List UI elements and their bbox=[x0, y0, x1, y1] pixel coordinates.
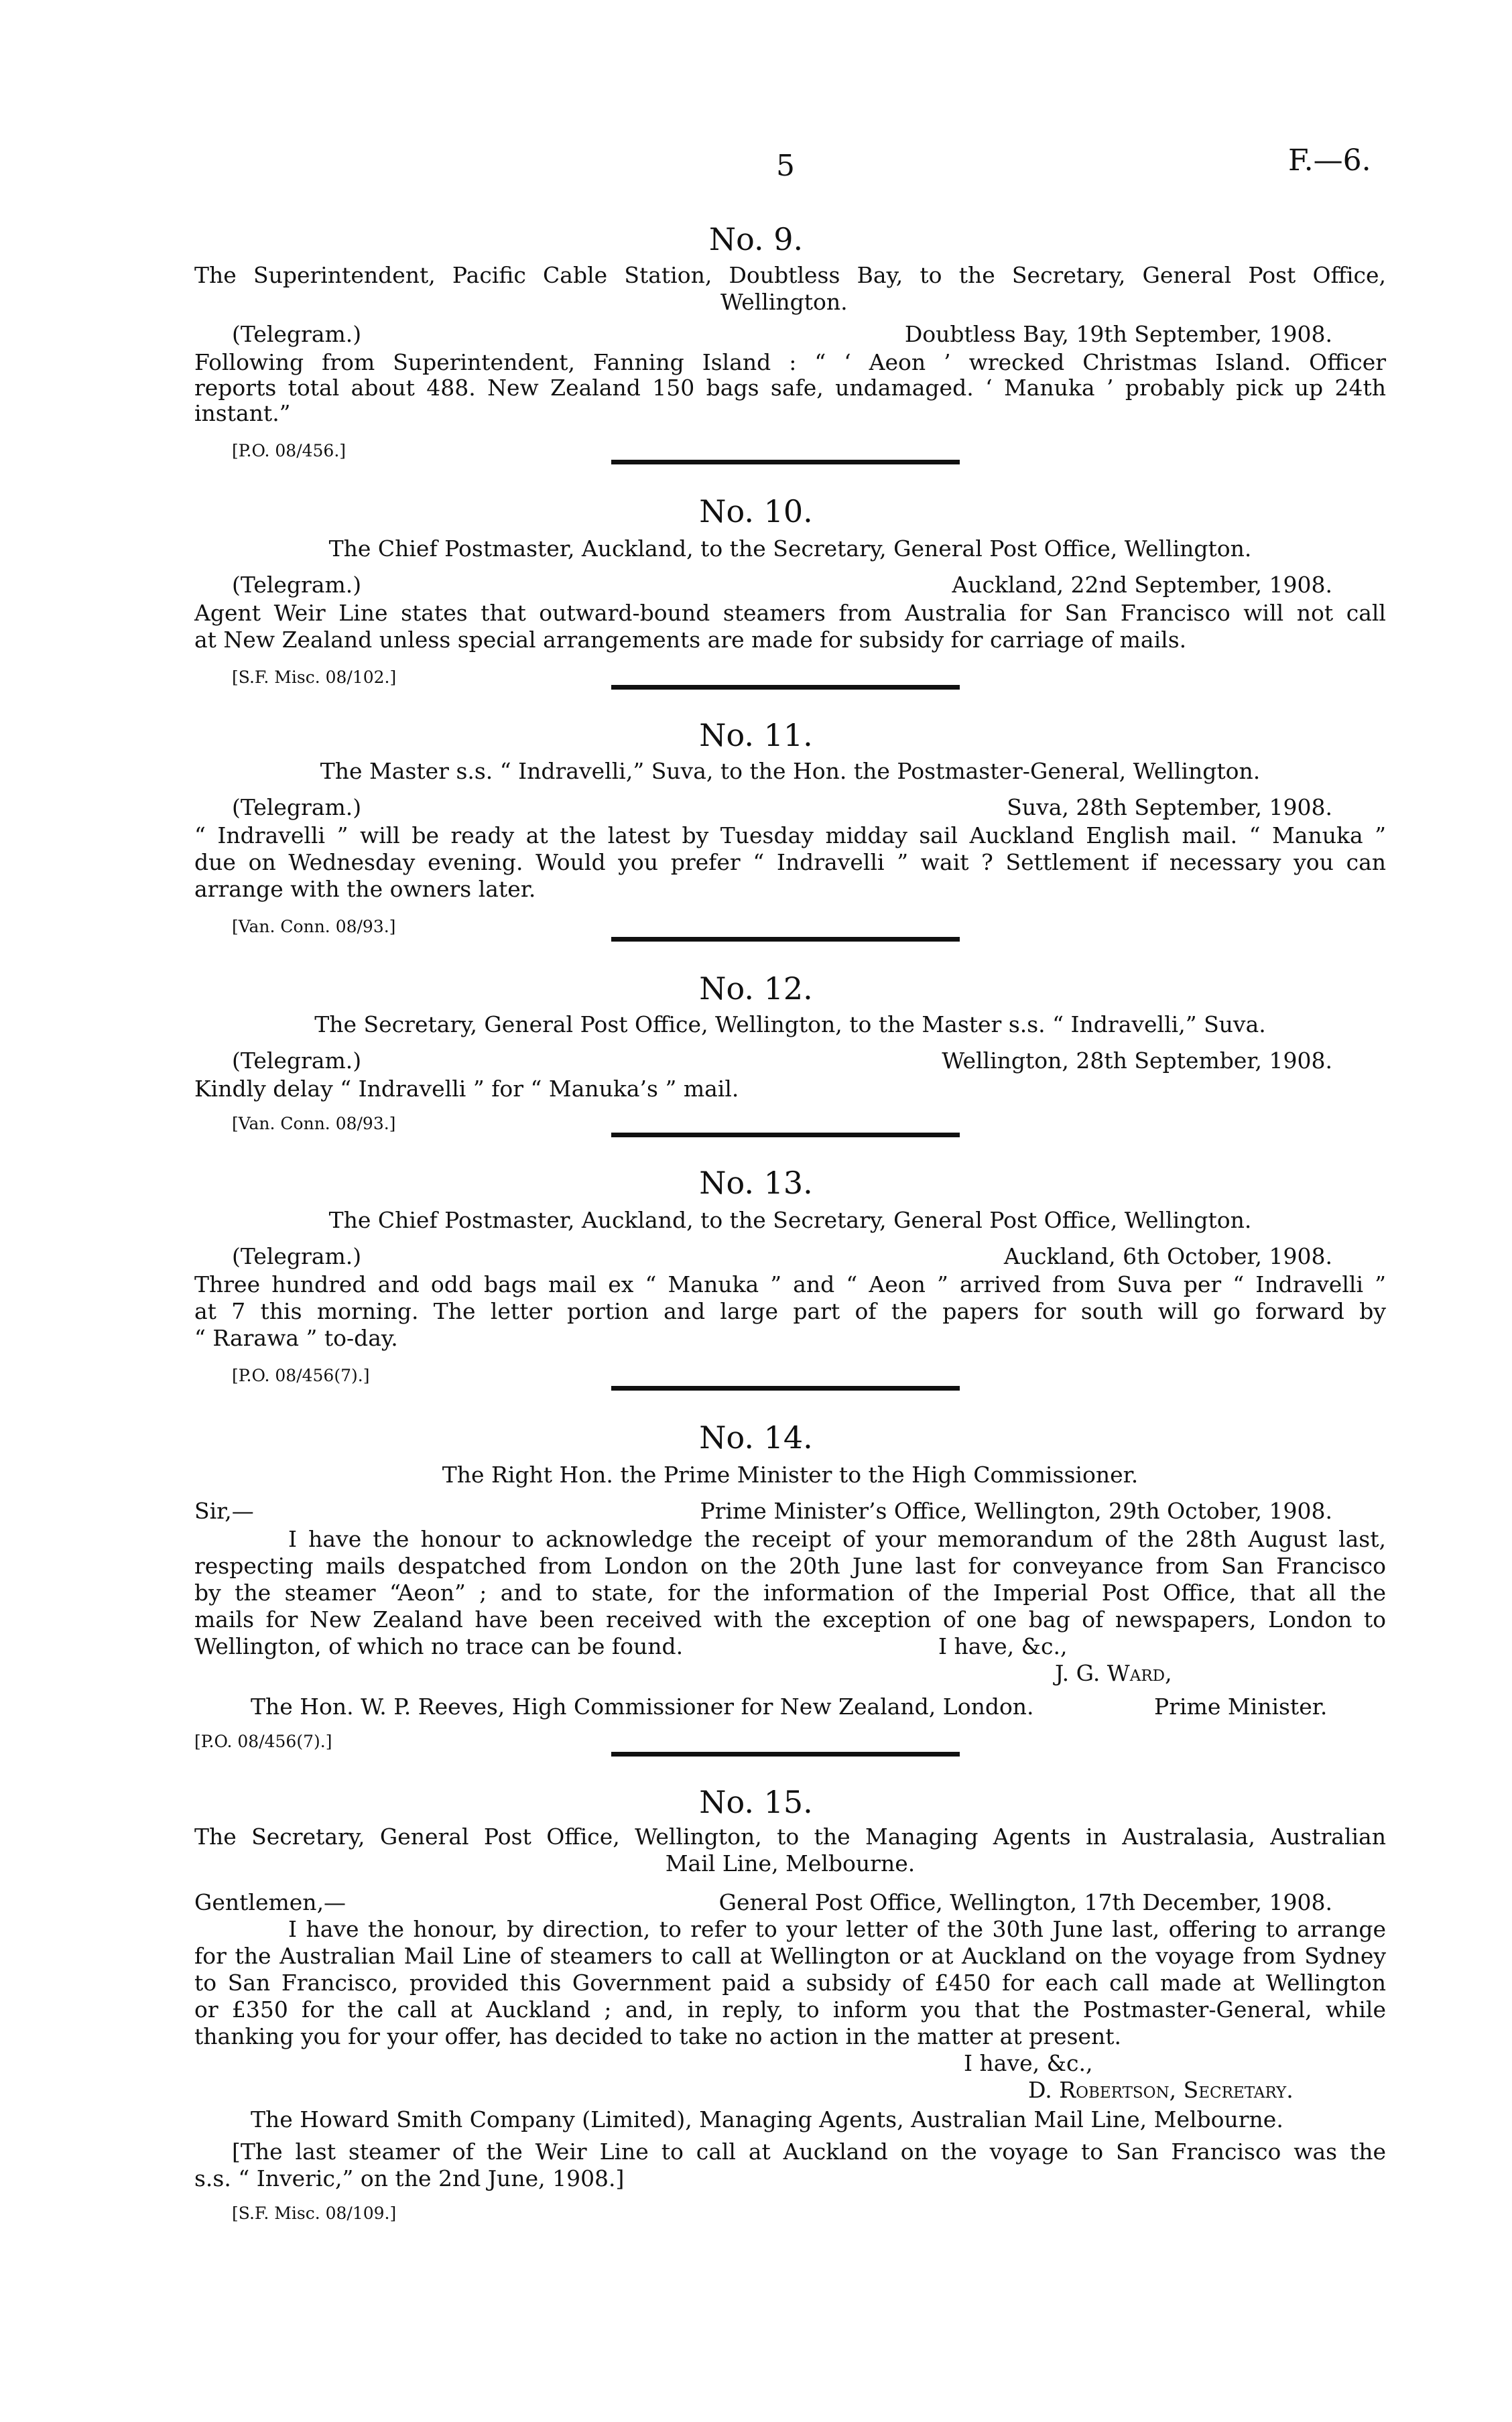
section-divider bbox=[611, 460, 960, 464]
section-12-place-date: Wellington, 28th September, 1908. bbox=[942, 1047, 1332, 1074]
section-9-body-line-1: Following from Superintendent, Fanning Island : “ ‘ Aeon ’ wrecked Christmas Island. Officer bbox=[194, 349, 1386, 375]
section-15-signature: D. Robertson, Secretary. bbox=[1028, 2077, 1294, 2103]
section-12-kind: (Telegram.) bbox=[232, 1047, 362, 1074]
section-10-body-line-1: Agent Weir Line states that outward-bound steamers from Australia for San Francisco will not call bbox=[194, 600, 1386, 626]
section-14-closing: I have, &c., bbox=[938, 1633, 1068, 1659]
section-9-title-line2: Wellington. bbox=[720, 289, 848, 315]
section-11-body-line-3: arrange with the owners later. bbox=[194, 876, 536, 902]
section-14-body-line-2: respecting mails despatched from London on the 20th June last for conveyance from San Francisco bbox=[194, 1553, 1386, 1579]
section-15-place-date: General Post Office, Wellington, 17th December, 1908. bbox=[718, 1889, 1332, 1915]
section-14-signature: J. G. Ward, bbox=[1055, 1660, 1172, 1686]
section-12-file-reference: [Van. Conn. 08/93.] bbox=[232, 1114, 396, 1133]
section-10-heading: No. 10. bbox=[699, 493, 813, 529]
section-14-place-date: Prime Minister’s Office, Wellington, 29th October, 1908. bbox=[700, 1498, 1332, 1524]
section-15-body-line-5: thanking you for your offer, has decided to take no action in the matter at present. bbox=[194, 2023, 1121, 2049]
section-14-body-line-5: Wellington, of which no trace can be found. bbox=[194, 1633, 684, 1659]
section-11-kind: (Telegram.) bbox=[232, 794, 362, 820]
section-divider bbox=[611, 685, 960, 690]
section-10-title: The Chief Postmaster, Auckland, to the Secretary, General Post Office, Wellington. bbox=[328, 535, 1252, 562]
section-14-title: The Right Hon. the Prime Minister to the High Commissioner. bbox=[442, 1462, 1139, 1488]
section-14-signatory-title: Prime Minister. bbox=[1154, 1694, 1328, 1720]
section-15-heading: No. 15. bbox=[699, 1784, 813, 1820]
document-reference: F.—6. bbox=[1288, 143, 1371, 178]
section-10-file-reference: [S.F. Misc. 08/102.] bbox=[232, 667, 397, 687]
section-9-file-reference: [P.O. 08/456.] bbox=[232, 441, 346, 460]
section-9-kind: (Telegram.) bbox=[232, 321, 362, 347]
section-13-title: The Chief Postmaster, Auckland, to the Secretary, General Post Office, Wellington. bbox=[328, 1207, 1252, 1233]
section-divider bbox=[611, 1133, 960, 1137]
section-15-note-line-1: [The last steamer of the Weir Line to call at Auckland on the voyage to San Francisco was the bbox=[232, 2139, 1386, 2165]
section-15-body-line-4: or £350 for the call at Auckland ; and, in reply, to inform you that the Postmaster-General, while bbox=[194, 1996, 1386, 2023]
section-9-body-line-2: reports total about 488. New Zealand 150 bags safe, undamaged. ‘ Manuka ’ probably pick up 24th bbox=[194, 375, 1386, 401]
section-14-salutation: Sir,— bbox=[194, 1498, 254, 1524]
section-11-place-date: Suva, 28th September, 1908. bbox=[1007, 794, 1332, 820]
section-9-place-date: Doubtless Bay, 19th September, 1908. bbox=[904, 321, 1332, 347]
section-14-body-line-4: mails for New Zealand have been received with the exception of one bag of newspapers, London to bbox=[194, 1606, 1386, 1633]
section-11-title: The Master s.s. “ Indravelli,” Suva, to the Hon. the Postmaster-General, Wellington. bbox=[320, 758, 1261, 784]
section-14-file-reference: [P.O. 08/456(7).] bbox=[194, 1732, 332, 1751]
section-13-body-line-2: at 7 this morning. The letter portion and large part of the papers for south will go forward by bbox=[194, 1298, 1386, 1324]
section-13-file-reference: [P.O. 08/456(7).] bbox=[232, 1366, 370, 1385]
section-14-body-line-1: I have the honour to acknowledge the receipt of your memorandum of the 28th August last, bbox=[288, 1526, 1386, 1552]
section-divider bbox=[611, 1386, 960, 1391]
section-15-body-line-2: for the Australian Mail Line of steamers to call at Wellington or at Auckland on the voyage from Sydney bbox=[194, 1943, 1386, 1969]
section-15-salutation: Gentlemen,— bbox=[194, 1889, 346, 1915]
page-number: 5 bbox=[776, 149, 795, 183]
section-12-body-line-1: Kindly delay “ Indravelli ” for “ Manuka’s ” mail. bbox=[194, 1076, 739, 1102]
section-10-body-line-2: at New Zealand unless special arrangements are made for subsidy for carriage of mails. bbox=[194, 627, 1187, 653]
section-14-addressee: The Hon. W. P. Reeves, High Commissioner for New Zealand, London. bbox=[251, 1694, 1034, 1720]
section-15-file-reference: [S.F. Misc. 08/109.] bbox=[232, 2204, 397, 2223]
section-14-heading: No. 14. bbox=[699, 1419, 813, 1456]
section-divider bbox=[611, 937, 960, 942]
section-13-body-line-1: Three hundred and odd bags mail ex “ Manuka ” and “ Aeon ” arrived from Suva per “ Indravelli ” bbox=[194, 1271, 1386, 1297]
section-13-body-line-3: “ Rarawa ” to-day. bbox=[194, 1325, 398, 1351]
section-13-kind: (Telegram.) bbox=[232, 1243, 362, 1269]
section-15-title-line2: Mail Line, Melbourne. bbox=[665, 1850, 916, 1876]
section-15-note-line-2: s.s. “ Inveric,” on the 2nd June, 1908.] bbox=[194, 2165, 625, 2191]
section-13-heading: No. 13. bbox=[699, 1165, 813, 1201]
section-15-addressee: The Howard Smith Company (Limited), Managing Agents, Australian Mail Line, Melbourne. bbox=[251, 2106, 1283, 2132]
section-10-place-date: Auckland, 22nd September, 1908. bbox=[952, 572, 1332, 598]
section-11-file-reference: [Van. Conn. 08/93.] bbox=[232, 917, 396, 936]
section-13-place-date: Auckland, 6th October, 1908. bbox=[1003, 1243, 1332, 1269]
section-14-body-line-3: by the steamer “Aeon” ; and to state, for the information of the Imperial Post Office, that all the bbox=[194, 1580, 1386, 1606]
section-12-title: The Secretary, General Post Office, Wellington, to the Master s.s. “ Indravelli,” Suva. bbox=[314, 1011, 1266, 1037]
section-9-title: The Superintendent, Pacific Cable Station, Doubtless Bay, to the Secretary, General Post Office, bbox=[194, 262, 1386, 288]
section-11-body-line-1: “ Indravelli ” will be ready at the latest by Tuesday midday sail Auckland English mail. “ Manuka ” bbox=[194, 822, 1386, 848]
section-11-heading: No. 11. bbox=[699, 717, 813, 753]
section-15-title: The Secretary, General Post Office, Wellington, to the Managing Agents in Australasia, Australian bbox=[194, 1824, 1386, 1850]
section-12-heading: No. 12. bbox=[699, 970, 813, 1007]
section-10-kind: (Telegram.) bbox=[232, 572, 362, 598]
section-divider bbox=[611, 1752, 960, 1757]
section-15-body-line-3: to San Francisco, provided this Government paid a subsidy of £450 for each call made at Wellington bbox=[194, 1970, 1386, 1996]
section-15-body-line-1: I have the honour, by direction, to refer to your letter of the 30th June last, offering to arrange bbox=[288, 1916, 1386, 1942]
section-9-body-line-3: instant.” bbox=[194, 400, 291, 426]
section-15-closing: I have, &c., bbox=[964, 2050, 1093, 2076]
section-11-body-line-2: due on Wednesday evening. Would you prefer “ Indravelli ” wait ? Settlement if necessary you can bbox=[194, 849, 1386, 875]
section-9-heading: No. 9. bbox=[708, 221, 804, 257]
